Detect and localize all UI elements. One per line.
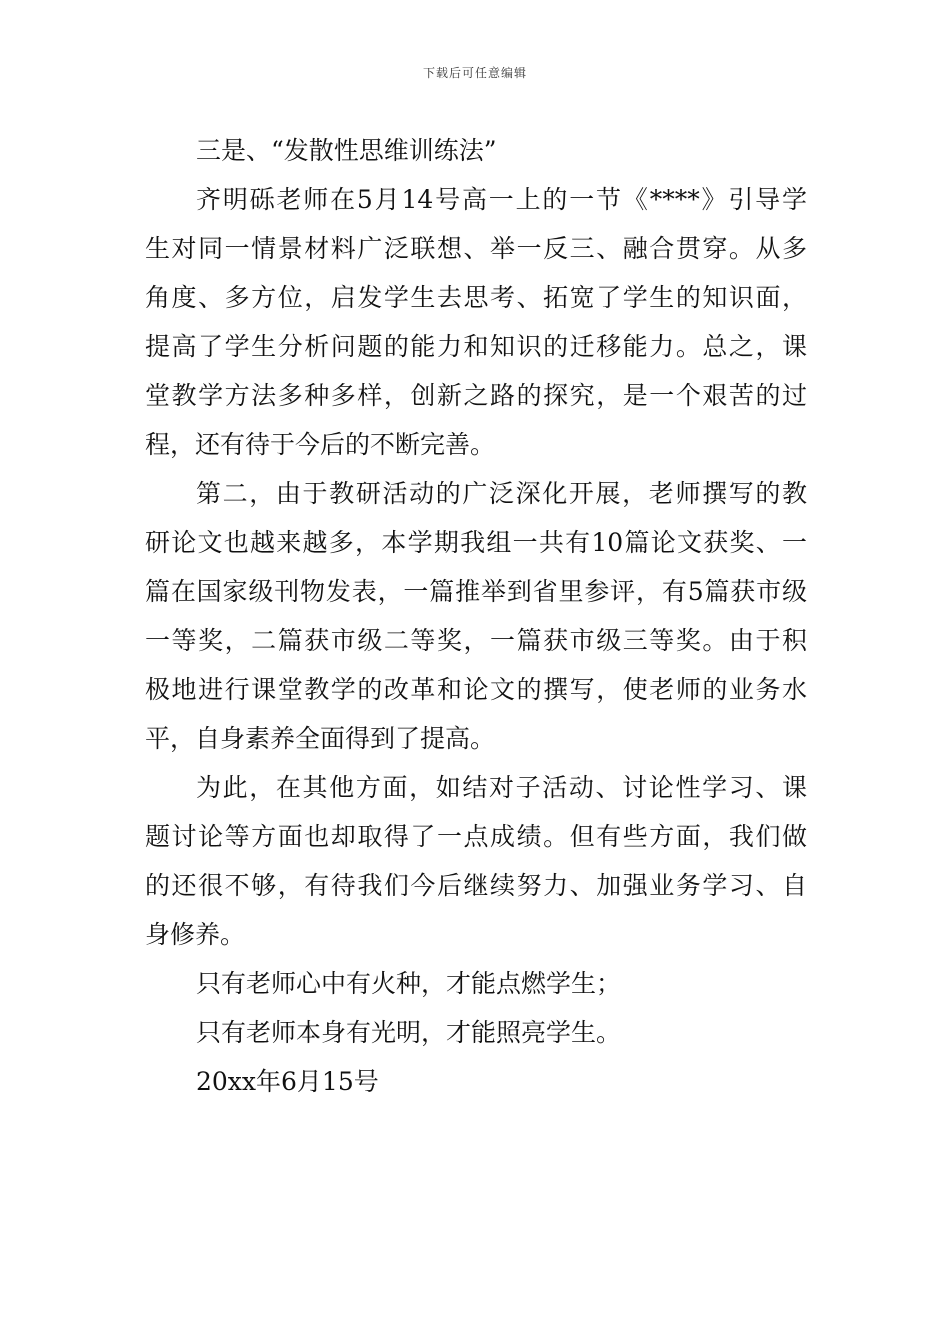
text-line: 生对同一情景材料广泛联想、举一反三、融合贯穿。从多 xyxy=(145,234,807,263)
text-line: 齐明砾老师在5月14号高一上的一节《****》引导学 xyxy=(196,185,807,214)
text-line: 极地进行课堂教学的改革和论文的撰写，使老师的业务水 xyxy=(145,675,807,704)
text-line: 平，自身素养全面得到了提高。 xyxy=(145,724,496,753)
text-line: 三是、“发散性思维训练法” xyxy=(196,136,497,165)
text-line: 篇在国家级刊物发表，一篇推举到省里参评，有5篇获市级 xyxy=(145,577,807,606)
document-body xyxy=(145,126,807,1106)
text-line: 只有老师本身有光明，才能照亮学生。 xyxy=(196,1018,622,1047)
text-line: 提高了学生分析问题的能力和知识的迁移能力。总之，课 xyxy=(145,332,807,361)
text-line: 题讨论等方面也却取得了一点成绩。但有些方面，我们做 xyxy=(145,822,807,851)
text-line: 为此，在其他方面，如结对子活动、讨论性学习、课 xyxy=(196,773,807,802)
text-line: 研论文也越来越多，本学期我组一共有10篇论文获奖、一 xyxy=(145,528,807,557)
text-line: 程，还有待于今后的不断完善。 xyxy=(145,430,496,459)
text-line: 第二，由于教研活动的广泛深化开展，老师撰写的教 xyxy=(196,479,807,508)
text-line: 一等奖，二篇获市级二等奖，一篇获市级三等奖。由于积 xyxy=(145,626,807,655)
text-line: 角度、多方位，启发学生去思考、拓宽了学生的知识面， xyxy=(145,283,807,312)
header-note: 下载后可任意编辑 xyxy=(422,66,527,80)
text-line: 身修养。 xyxy=(145,920,246,949)
text-line: 的还很不够，有待我们今后继续努力、加强业务学习、自 xyxy=(145,871,807,900)
text-line: 20xx年6月15号 xyxy=(196,1067,379,1096)
text-line: 只有老师心中有火种，才能点燃学生； xyxy=(196,969,622,998)
text-line: 堂教学方法多种多样，创新之路的探究，是一个艰苦的过 xyxy=(145,381,807,410)
